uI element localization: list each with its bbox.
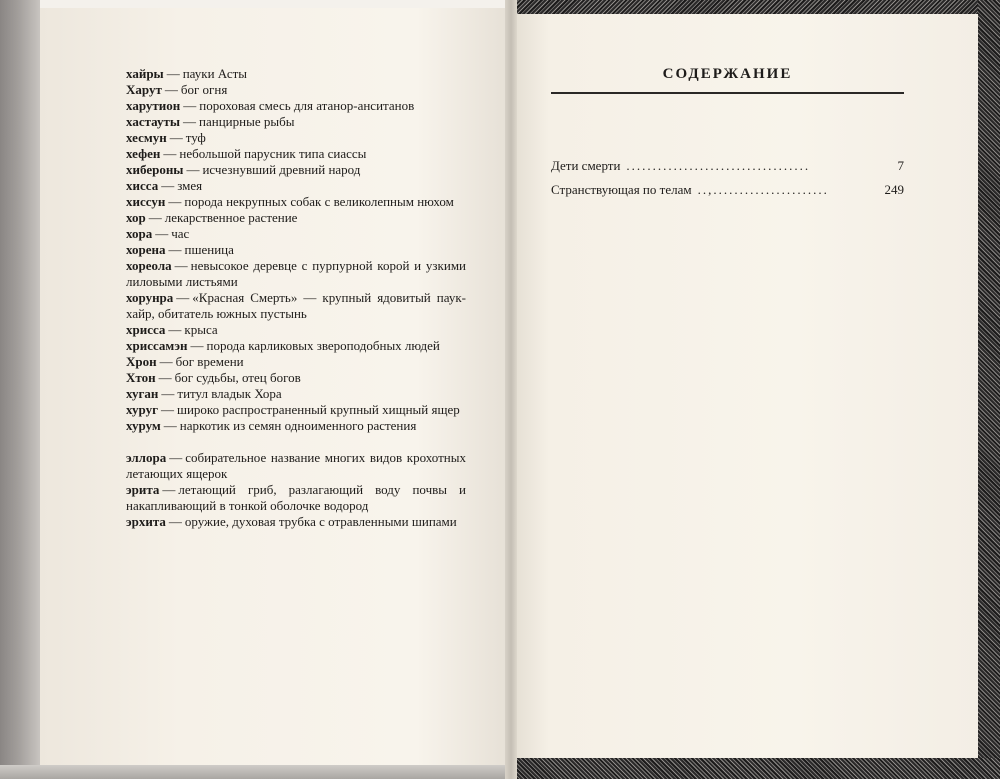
glossary-definition: бог огня: [180, 82, 228, 97]
glossary-dash: —: [168, 514, 182, 529]
glossary-entry: [126, 162, 466, 178]
glossary-dash: —: [161, 178, 175, 193]
glossary-dash: —: [159, 354, 173, 369]
glossary-term: хибероны: [126, 162, 184, 177]
glossary-entry: [126, 178, 466, 194]
glossary-term: хесмун: [126, 130, 167, 145]
contents-title: СОДЕРЖАНИЕ: [662, 66, 793, 82]
glossary-entry: [126, 322, 466, 338]
glossary-term: хор: [126, 210, 146, 225]
glossary-dash: —: [168, 322, 182, 337]
glossary-term: хастауты: [126, 114, 181, 129]
glossary-dash: —: [158, 370, 172, 385]
glossary-dash: —: [161, 386, 175, 401]
glossary-dash: —: [160, 402, 174, 417]
glossary-entry: [126, 386, 466, 402]
contents-item-label: Дети смерти: [551, 158, 621, 173]
glossary-definition: лекарственное растение: [164, 210, 298, 225]
glossary-definition: час: [171, 226, 190, 241]
glossary-definition: пороховая смесь для атанор-анситанов: [199, 98, 415, 113]
glossary-dash: —: [183, 98, 197, 113]
glossary-term: хореола: [126, 258, 172, 273]
glossary-term: хуган: [126, 386, 159, 401]
glossary-dash: —: [169, 130, 183, 145]
glossary-entry: [126, 242, 466, 258]
glossary-term: хурум: [126, 418, 161, 433]
glossary-entry: [126, 290, 466, 322]
glossary-definition: широко распространенный крупный хищный ящер: [176, 402, 460, 417]
glossary-definition: порода карликовых звероподобных людей: [206, 338, 440, 353]
glossary-definition: оружие, духовая трубка с отравленными шипами: [184, 514, 457, 529]
glossary-term: хора: [126, 226, 153, 241]
glossary-entry: [126, 114, 466, 130]
glossary-definition: «Красная Смерть» — крупный ядовитый паук-хайр, обитатель южных пустынь: [126, 290, 466, 321]
glossary-term: харутион: [126, 98, 181, 113]
contents-item-dots: ..,......................: [697, 182, 829, 197]
contents-item-label: Странствующая по телам: [551, 182, 692, 197]
glossary-definition: титул владык Хора: [177, 386, 282, 401]
glossary-definition: порода некрупных собак с великолепным нюхом: [184, 194, 454, 209]
contents-divider: [551, 92, 904, 94]
glossary-term: хефен: [126, 146, 161, 161]
glossary-dash: —: [168, 194, 182, 209]
glossary-definition: собирательное название многих видов крохотных летающих ящерок: [126, 450, 466, 481]
glossary-definition: невысокое деревце с пурпурной корой и узкими лиловыми листьями: [126, 258, 466, 289]
glossary-entry: [126, 370, 466, 386]
glossary-term: хуруг: [126, 402, 158, 417]
glossary-term: эрхита: [126, 514, 166, 529]
glossary-entry: [126, 66, 466, 82]
contents-item[interactable]: [551, 182, 904, 206]
glossary-dash: —: [163, 146, 177, 161]
right-page: [512, 14, 978, 758]
book-cover-edge-right: [978, 0, 1000, 779]
glossary-entry: [126, 130, 466, 146]
glossary-dash: —: [148, 210, 162, 225]
glossary-dash: —: [186, 162, 200, 177]
book-gutter: [505, 0, 517, 779]
glossary-term: эрита: [126, 482, 160, 497]
glossary-entry: [126, 450, 466, 482]
glossary-term: хрисса: [126, 322, 166, 337]
glossary-term: хриссамэн: [126, 338, 188, 353]
glossary-dash: —: [183, 114, 197, 129]
glossary-term: эллора: [126, 450, 167, 465]
contents-item-dots: ...................................: [626, 158, 811, 173]
glossary-entry: [126, 82, 466, 98]
contents-item[interactable]: [551, 158, 904, 182]
glossary-entry: [126, 194, 466, 210]
glossary-dash: —: [163, 418, 177, 433]
glossary-term: Хтон: [126, 370, 156, 385]
glossary-definition: исчезнувший древний народ: [202, 162, 361, 177]
glossary-definition: бог судьбы, отец богов: [174, 370, 301, 385]
contents-item-page: 249: [884, 182, 904, 197]
book-cover-edge-left: [0, 0, 40, 779]
glossary-definition: наркотик из семян одноименного растения: [179, 418, 417, 433]
glossary-definition: змея: [177, 178, 203, 193]
glossary-entry: [126, 402, 466, 418]
glossary-term: Хрон: [126, 354, 157, 369]
glossary-dash: —: [162, 482, 176, 497]
contents-item-page: 7: [897, 158, 904, 173]
glossary-definition: пшеница: [184, 242, 234, 257]
glossary-entry: [126, 98, 466, 114]
glossary-term: хорунра: [126, 290, 174, 305]
glossary-dash: —: [168, 242, 182, 257]
glossary-entry: [126, 482, 466, 514]
glossary-dash: —: [169, 450, 183, 465]
glossary-term: хиссун: [126, 194, 166, 209]
glossary-definition: небольшой парусник типа сиассы: [179, 146, 367, 161]
book-cover-edge-top: [512, 0, 1000, 14]
contents-list: [551, 158, 904, 206]
glossary-list: [126, 66, 466, 530]
glossary-term: хисса: [126, 178, 159, 193]
glossary-definition: летающий гриб, разлагающий воду почвы и накапливающий в тонкой оболочке водород: [126, 482, 466, 513]
glossary-definition: панцирные рыбы: [199, 114, 295, 129]
glossary-entry: [126, 354, 466, 370]
glossary-dash: —: [155, 226, 169, 241]
glossary-entry: [126, 514, 466, 530]
glossary-term: хорена: [126, 242, 166, 257]
glossary-dash: —: [166, 66, 180, 81]
glossary-entry: [126, 226, 466, 242]
glossary-term: хайры: [126, 66, 164, 81]
glossary-entry: [126, 258, 466, 290]
glossary-definition: крыса: [184, 322, 218, 337]
glossary-dash: —: [176, 290, 190, 305]
glossary-entry: [126, 338, 466, 354]
book-cover-edge-bottom-right: [512, 758, 1000, 779]
glossary-entry: [126, 146, 466, 162]
glossary-dash: —: [164, 82, 178, 97]
glossary-dash: —: [174, 258, 188, 273]
glossary-entry: [126, 418, 466, 434]
glossary-definition: бог времени: [175, 354, 244, 369]
glossary-definition: пауки Асты: [182, 66, 248, 81]
glossary-term: Харут: [126, 82, 162, 97]
glossary-entry: [126, 210, 466, 226]
glossary-dash: —: [190, 338, 204, 353]
glossary-definition: туф: [185, 130, 206, 145]
